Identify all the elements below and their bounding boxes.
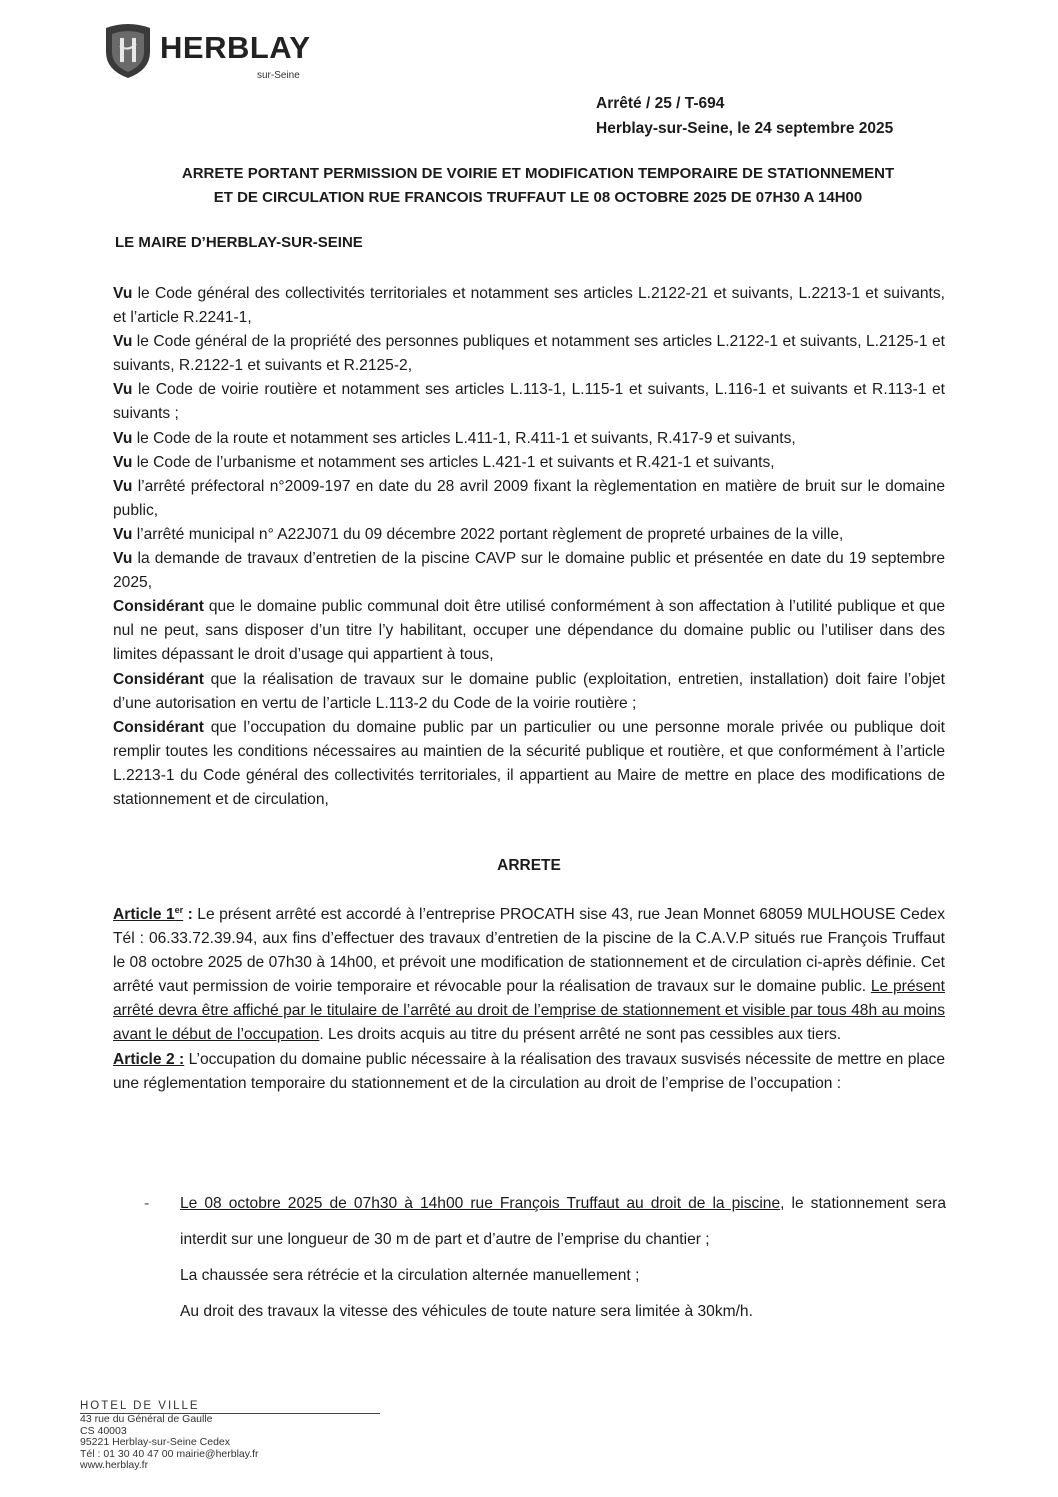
visas-section [113,282,945,812]
herblay-logo [100,22,330,82]
measures-list [144,1186,946,1330]
footer-website: www.herblay.fr [80,1459,149,1471]
measure-traffic-text: La chaussée sera rétrécie et la circulation alternée manuellement ; [180,1267,640,1284]
footer-contact: Tél : 01 30 40 47 00 mairie@herblay.fr [80,1447,259,1460]
document-title [110,162,966,210]
visa-paragraph [113,427,945,451]
article-2-label: Article 2 : [113,1050,185,1068]
logo-wordmark: HERBLAY [160,30,311,65]
article-1-text: Le présent arrêté est accordé à l’entreprise PROCATH sise 43, rue Jean Monnet 68059 MULHOUSE Cedex Tél : 06.33.72.39.94, aux fins d’effectuer des travaux d’entretien de la piscine de la C.A.V.P situés rue François Truffaut le 08 octobre 2025 de 07h30 à 14h00, et prévoit une modification de stationnement et de circulation ci-après définie. Cet arrêté vaut permission de voirie temporaire et révocable pour la réalisation de travaux sur le domaine public. [113,906,945,996]
measure-date-location: Le 08 octobre 2025 de 07h30 à 14h00 rue François Truffaut au droit de la piscine [180,1195,781,1212]
footer-city: 95221 Herblay-sur-Seine Cedex [80,1436,230,1448]
visa-paragraph [113,475,945,523]
list-item [144,1186,946,1258]
considerant-lead: Considérant [113,670,204,688]
article-2 [113,1048,945,1096]
considerant-text: que la réalisation de travaux sur le domaine public (exploitation, entretien, installation) doit faire l’objet d’une autorisation en vertu de l’article L.113-2 du Code de la voirie routière ; [113,670,945,712]
visa-lead: Vu [113,333,133,351]
article-2-text: L’occupation du domaine public nécessaire à la réalisation des travaux susvisés nécessite de mettre en place une réglementation temporaire du stationnement et de la circulation au droit de l’emprise de l’occupation : [113,1050,945,1092]
considerant-lead: Considérant [113,598,204,616]
visa-text: le Code général des collectivités territoriales et notamment ses articles L.2122-21 et suivants, L.2213-1 et suivants, et l’article R.2241-1, [113,285,945,327]
measure-speed-text: Au droit des travaux la vitesse des véhicules de toute nature sera limitée à 30km/h. [180,1303,753,1320]
city-crest-icon [100,22,156,80]
considerant-paragraph [113,668,945,716]
articles-section [113,903,945,1096]
considerant-text: que l’occupation du domaine public par un particulier ou une personne morale privée ou publique doit remplir toutes les conditions nécessaires au maintien de la sécurité publique et routière, et que conformément à l’article L.2213-1 du Code général des collectivités territoriales, il appartient au Maire de mettre en place des modifications de stationnement et de circulation, [113,718,945,808]
visa-lead: Vu [113,477,133,495]
considerant-lead: Considérant [113,718,204,736]
visa-paragraph [113,451,945,475]
visa-paragraph [113,330,945,378]
article-1-label: Article 1er [113,904,184,923]
visa-lead: Vu [113,381,133,399]
visa-lead: Vu [113,550,133,568]
visa-lead: Vu [113,285,133,302]
logo-subtitle: sur-Seine [257,70,300,81]
arrete-heading: ARRETE [497,857,561,874]
visa-text: le Code général de la propriété des personnes publiques et notamment ses articles L.2122-1 et suivants, L.2125-1 et suivants, R.2122-1 et suivants et R.2125-2, [113,333,945,375]
visa-text: le Code de la route et notamment ses articles L.411-1, R.411-1 et suivants, R.417-9 et suivants, [132,429,796,447]
visa-lead: Vu [113,429,133,447]
visa-text: le Code de l’urbanisme et notamment ses articles L.421-1 et suivants et R.421-1 et suivants, [132,453,775,471]
footer-street: 43 rue du Général de Gaulle [80,1413,213,1425]
visa-text: l’arrêté préfectoral n°2009-197 en date du 28 avril 2009 fixant la règlementation en matière de bruit sur le domaine public, [113,477,945,519]
visa-paragraph [113,523,945,547]
visa-lead: Vu [113,453,133,471]
visa-text: le Code de voirie routière et notamment ses articles L.113-1, L.115-1 et suivants, L.116-1 et suivants et R.113-1 et suivants ; [113,381,945,423]
visa-text: l’arrêté municipal n° A22J071 du 09 décembre 2022 portant règlement de propreté urbaines de la ville, [132,525,844,543]
visa-lead: Vu [113,525,133,543]
footer-cs: CS 40003 [80,1424,127,1437]
visa-paragraph [113,282,945,330]
footer-address [80,1400,390,1472]
reference-block [596,91,893,141]
article-1-text-end: . Les droits acquis au titre du présent arrêté ne sont pas cessibles aux tiers. [319,1026,842,1044]
visa-paragraph [113,378,945,426]
place-date: Herblay-sur-Seine, le 24 septembre 2025 [596,120,894,137]
visa-paragraph [113,547,945,595]
title-line-1: ARRETE PORTANT PERMISSION DE VOIRIE ET MODIFICATION TEMPORAIRE DE STATIONNEMENT [181,165,895,182]
mayor-heading: LE MAIRE D’HERBLAY-SUR-SEINE [115,234,363,251]
dash-bullet: - [144,1195,150,1212]
footer-hotel-de-ville: HOTEL DE VILLE [80,1400,380,1414]
article-1-display-notice: Le présent arrêté devra être affiché par le titulaire de l’arrêté au droit de l’emprise de stationnement et visible par tous 48h au moins avant le début de l’occupation [113,978,945,1044]
considerant-text: que le domaine public communal doit être utilisé conformément à son affectation à l’utilité publique et que nul ne peut, sans disposer d’un titre l’y habilitant, occuper une dépendance du domaine public ou l’utiliser dans des limites dépassant le droit d’usage qui appartient à tous, [113,598,945,664]
arrete-reference: Arrêté / 25 / T-694 [596,95,725,112]
considerant-paragraph [113,716,945,812]
article-1: Article 1er : Le présent arrêté est accordé à l’entreprise PROCATH sise 43, rue Jean Monnet 68059 MULHOUSE Cedex Tél : 06.33.72.39.94, aux fins d’effectuer des travaux d’entretien de la piscine de la C.A.V.P situés rue François Truffaut le 08 octobre 2025 de 07h30 à 14h00, et prévoit une modification de stationnement et de circulation ci-après définie. Cet arrêté vaut permission de voirie temporaire et révocable pour la réalisation de travaux sur le domaine public. Le présent arrêté devra être affiché par le titulaire de l’arrêté au droit de l’emprise de stationnement et visible par tous 48h au moins avant le début de l’occupation. Les droits acquis au titre du présent arrêté ne sont pas cessibles aux tiers. [113,904,945,1044]
title-line-2: ET DE CIRCULATION RUE FRANCOIS TRUFFAUT LE 08 OCTOBRE 2025 DE 07H30 A 14H00 [213,189,863,206]
considerant-paragraph [113,595,945,667]
measure-parking-text: , le stationnement sera interdit sur une longueur de 30 m de part et d’autre de l’emprise du chantier ; [180,1195,946,1248]
visa-text: la demande de travaux d’entretien de la piscine CAVP sur le domaine public et présentée en date du 19 septembre 2025, [113,550,945,592]
